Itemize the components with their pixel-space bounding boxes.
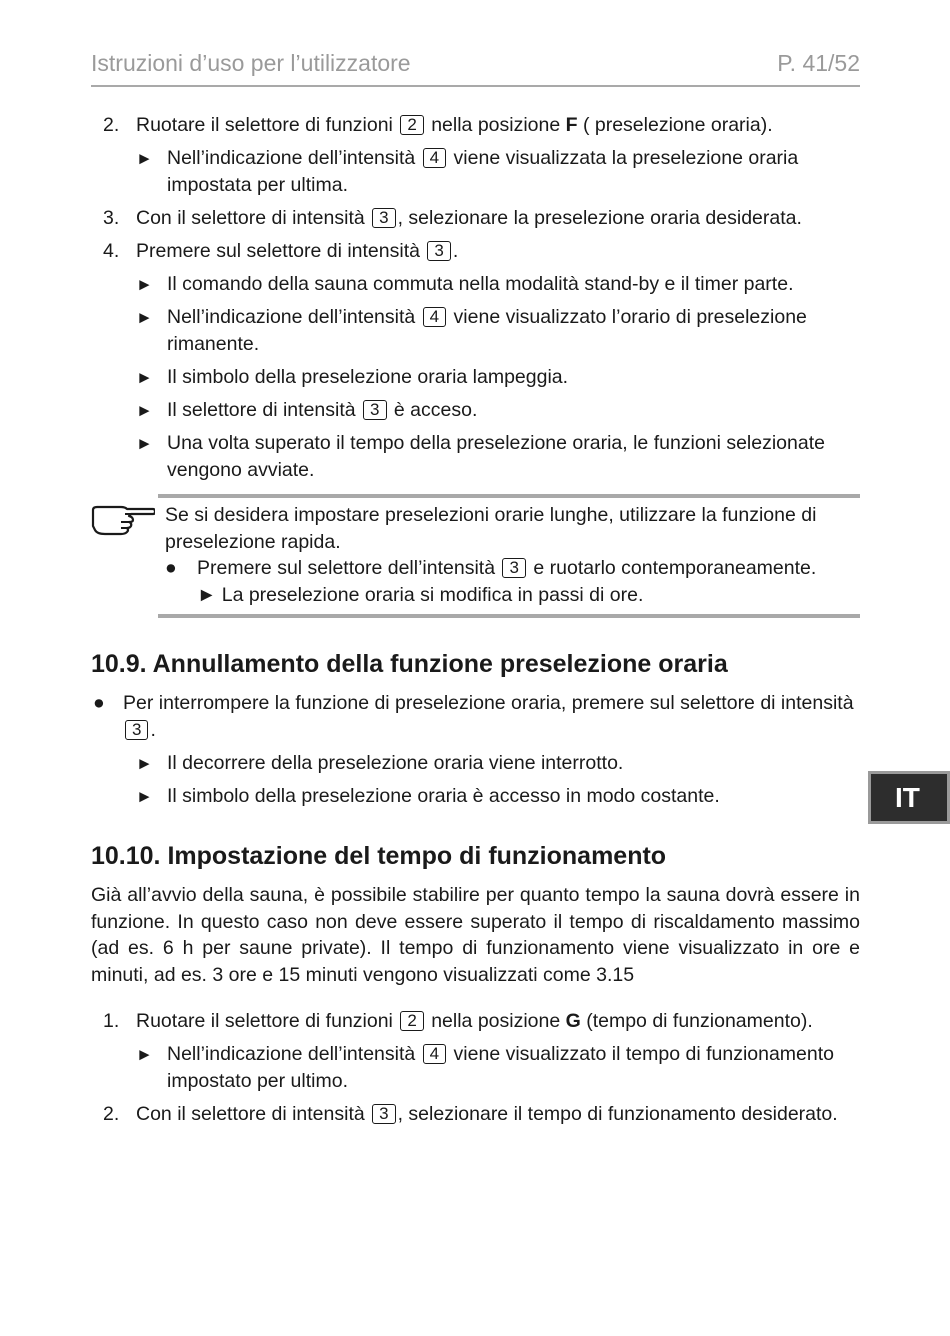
arrow-icon: ►: [136, 787, 153, 806]
step-number: 2.: [103, 1103, 120, 1125]
step-item: [91, 1008, 860, 1035]
result-text: Una volta superato il tempo della preselezione oraria, le funzioni selezionate vengono avviate.: [167, 432, 825, 481]
result-text: Il simbolo della preselezione oraria è accesso in modo costante.: [167, 785, 720, 807]
reference-box: 3: [125, 720, 148, 740]
result-item: [136, 1041, 860, 1095]
bullet-text: Per interrompere la funzione di preselezione oraria, premere sul selettore di intensità 3 .: [123, 692, 854, 741]
reference-box: 2: [400, 115, 423, 135]
step-item: [91, 112, 860, 139]
body-paragraph: Già all’avvio della sauna, è possibile stabilire per quanto tempo la sauna dovrà essere in funzione. In questo caso non deve essere superato il tempo di riscaldamento massimo (ad es. 6 h per saune private). Il tempo di funzionamento viene visualizzato in ore e minuti, ad es. 3 ore e 15 minuti vengono visualizzati come 3.15: [91, 884, 860, 986]
step-item: [91, 238, 860, 265]
reference-box: 3: [427, 241, 450, 261]
step-text: Ruotare il selettore di funzioni 2 nella posizione G (tempo di funzionamento).: [136, 1010, 813, 1032]
result-item: [136, 783, 860, 810]
result-item: [136, 304, 860, 358]
result-item: [136, 145, 860, 199]
section-heading: 10.10. Impostazione del tempo di funzionamento: [91, 842, 667, 870]
arrow-icon: ►: [197, 583, 217, 606]
step-text: Premere sul selettore di intensità 3 .: [136, 240, 459, 262]
result-text: Nell’indicazione dell’intensità 4 viene visualizzata la preselezione oraria impostata per ultima.: [167, 147, 799, 196]
page-header: [91, 47, 860, 87]
note-box: [158, 494, 860, 618]
page-content: [91, 112, 860, 1128]
pointing-hand-icon: [91, 498, 155, 538]
note-result-text: La preselezione oraria si modifica in passi di ore.: [221, 583, 644, 606]
result-text: Il decorrere della preselezione oraria viene interrotto.: [167, 752, 624, 774]
result-item: [136, 430, 860, 484]
step-number: 2.: [103, 114, 120, 136]
result-item: [136, 271, 860, 298]
reference-box: 4: [423, 307, 446, 327]
arrow-icon: ►: [136, 149, 153, 168]
reference-box: 3: [502, 558, 525, 578]
result-text: Nell’indicazione dell’intensità 4 viene visualizzato l’orario di preselezione rimanente.: [167, 306, 807, 355]
note-result-item: [197, 582, 860, 609]
section-heading: 10.9. Annullamento della funzione preselezione oraria: [91, 650, 728, 678]
page-number: P. 41/52: [777, 50, 860, 76]
document-title: Istruzioni d’uso per l’utilizzatore: [91, 50, 411, 76]
reference-box: 3: [372, 208, 395, 228]
reference-box: 2: [400, 1011, 423, 1031]
arrow-icon: ►: [136, 434, 153, 453]
result-item: [136, 364, 860, 391]
reference-box: 3: [363, 400, 386, 420]
note-bullet-item: [165, 555, 860, 582]
result-text: Il selettore di intensità 3 è acceso.: [167, 399, 478, 421]
arrow-icon: ►: [136, 401, 153, 420]
result-text: Il simbolo della preselezione oraria lampeggia.: [167, 366, 569, 388]
result-text: Il comando della sauna commuta nella modalità stand-by e il timer parte.: [167, 273, 794, 295]
arrow-icon: ►: [136, 308, 153, 327]
step-text: Con il selettore di intensità 3 , selezionare la preselezione oraria desiderata.: [136, 207, 802, 229]
reference-box: 4: [423, 1044, 446, 1064]
language-tab-label: IT: [895, 782, 920, 813]
reference-box: 4: [423, 148, 446, 168]
step-text: Con il selettore di intensità 3 , selezionare il tempo di funzionamento desiderato.: [136, 1103, 838, 1125]
step-item: [91, 205, 860, 232]
step-item: [91, 1101, 860, 1128]
step-text: Ruotare il selettore di funzioni 2 nella posizione F ( preselezione oraria).: [136, 114, 773, 136]
arrow-icon: ►: [136, 275, 153, 294]
reference-box: 3: [372, 1104, 395, 1124]
note-text: Se si desidera impostare preselezioni orarie lunghe, utilizzare la funzione di preselezione rapida.: [165, 504, 817, 553]
result-text: Nell’indicazione dell’intensità 4 viene visualizzato il tempo di funzionamento impostato per ultimo.: [167, 1043, 835, 1092]
result-item: [136, 397, 860, 424]
step-number: 1.: [103, 1010, 120, 1032]
arrow-icon: ►: [136, 368, 153, 387]
language-tab: [868, 771, 950, 824]
bullet-icon: ●: [93, 692, 105, 714]
step-number: 3.: [103, 207, 120, 229]
bullet-icon: ●: [165, 557, 177, 579]
arrow-icon: ►: [136, 754, 153, 773]
result-item: [136, 750, 860, 777]
step-number: 4.: [103, 240, 120, 262]
bullet-item: [91, 690, 860, 744]
note-bullet-text: Premere sul selettore dell’intensità 3 e ruotarlo contemporaneamente.: [197, 557, 817, 579]
arrow-icon: ►: [136, 1045, 153, 1064]
